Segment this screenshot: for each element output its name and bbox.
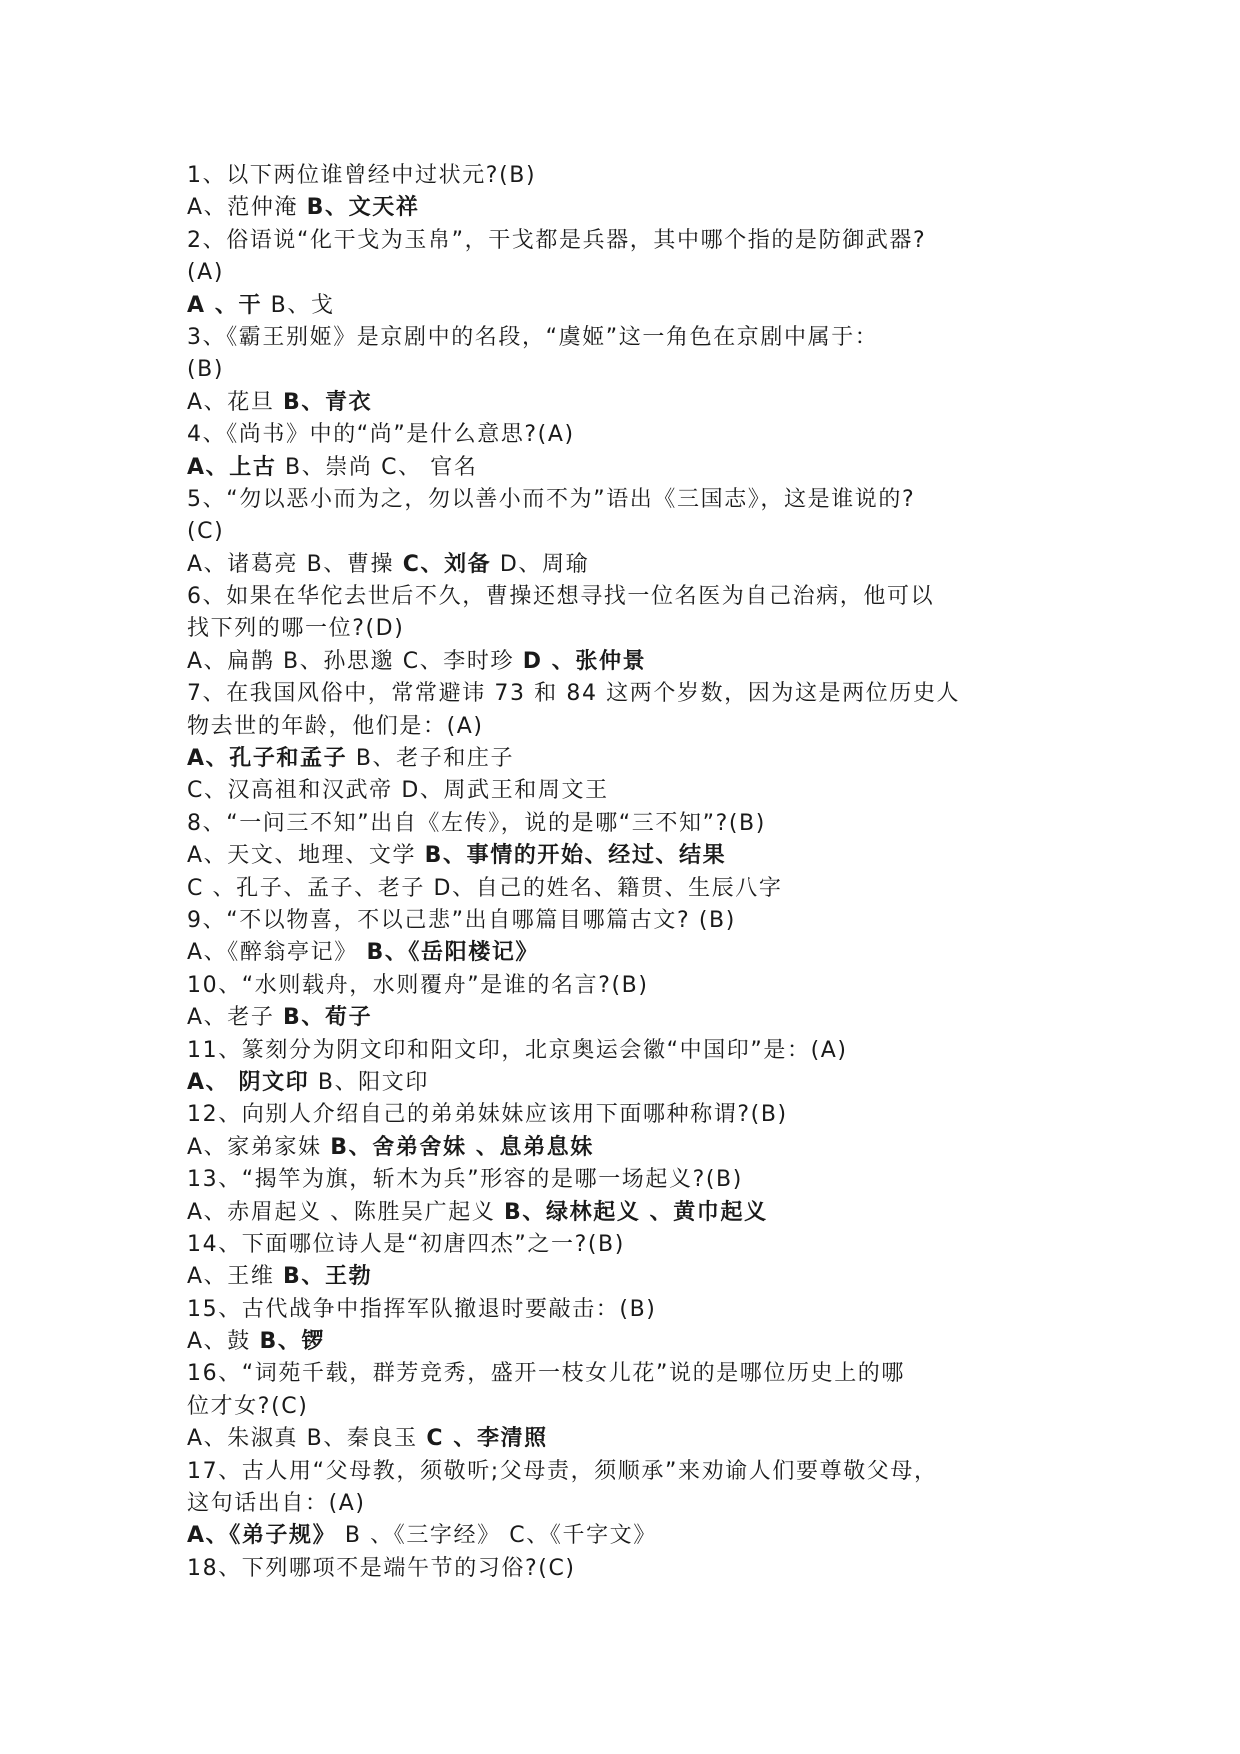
- text-line: [187, 1488, 1067, 1520]
- text-segment: A、朱淑真 B、秦良玉: [187, 1426, 427, 1452]
- text-segment: 5、“勿以恶小而为之，勿以善小而不为”语出《三国志》，这是谁说的?: [187, 486, 916, 512]
- text-segment: 3、《霸王别姬》是京剧中的名段，“虞姬”这一角色在京剧中属于：: [187, 324, 879, 350]
- answer-text: A、《弟子规》: [187, 1523, 337, 1549]
- text-segment: (C): [187, 519, 225, 545]
- text-segment: 18、下列哪项不是端午节的习俗?(C): [187, 1555, 576, 1581]
- text-segment: A、赤眉起义 、陈胜吴广起义: [187, 1199, 505, 1225]
- text-segment: A、王维: [187, 1264, 284, 1290]
- text-segment: 13、“揭竿为旗，斩木为兵”形容的是哪一场起义?(B): [187, 1167, 743, 1193]
- answer-text: A 、干: [187, 292, 263, 318]
- text-segment: C、汉高祖和汉武帝 D、周武王和周文王: [187, 778, 609, 804]
- text-line: [187, 225, 1067, 257]
- text-line: [187, 387, 1067, 419]
- text-line: [187, 1229, 1067, 1261]
- text-line: [187, 646, 1067, 678]
- text-line: [187, 1358, 1067, 1390]
- answer-text: B、绿林起义 、黄巾起义: [504, 1199, 768, 1225]
- text-line: [187, 290, 1067, 322]
- answer-text: C、刘备: [402, 551, 492, 577]
- text-line: [187, 613, 1067, 645]
- text-line: [187, 1197, 1067, 1229]
- text-line: [187, 808, 1067, 840]
- answer-text: B、青衣: [283, 389, 373, 415]
- text-line: [187, 905, 1067, 937]
- text-segment: 位才女?(C): [187, 1393, 309, 1419]
- text-segment: A、天文、地理、文学: [187, 843, 425, 869]
- text-line: [187, 257, 1067, 289]
- text-segment: A、范仲淹: [187, 195, 307, 221]
- text-line: [187, 516, 1067, 548]
- answer-text: A、上古: [187, 454, 277, 480]
- text-line: [187, 970, 1067, 1002]
- text-segment: B、老子和庄子: [347, 746, 515, 772]
- text-line: [187, 419, 1067, 451]
- text-segment: 2、俗语说“化干戈为玉帛”，干戈都是兵器，其中哪个指的是防御武器?: [187, 227, 927, 253]
- text-segment: A、花旦: [187, 389, 284, 415]
- text-segment: B、崇尚 C、 官名: [276, 454, 478, 480]
- text-line: [187, 354, 1067, 386]
- text-segment: A、扁鹊 B、孙思邈 C、李时珍: [187, 648, 523, 674]
- text-segment: 15、古代战争中指挥军队撤退时要敲击：(B): [187, 1296, 657, 1322]
- text-line: [187, 1456, 1067, 1488]
- text-segment: A、《醉翁亭记》: [187, 940, 367, 966]
- text-line: [187, 581, 1067, 613]
- answer-text: B、《岳阳楼记》: [366, 940, 540, 966]
- text-line: [187, 160, 1067, 192]
- text-line: [187, 937, 1067, 969]
- text-line: [187, 192, 1067, 224]
- text-line: [187, 1391, 1067, 1423]
- answer-text: A、孔子和孟子: [187, 746, 348, 772]
- text-line: [187, 743, 1067, 775]
- answer-text: D 、张仲景: [522, 648, 647, 674]
- answer-text: B、锣: [259, 1329, 326, 1355]
- text-segment: C 、孔子、孟子、老子 D、自己的姓名、籍贯、生辰八字: [187, 875, 783, 901]
- text-segment: A、诸葛亮 B、曹操: [187, 551, 403, 577]
- text-segment: 9、“不以物喜，不以己悲”出自哪篇目哪篇古文? (B): [187, 907, 736, 933]
- text-line: [187, 1520, 1067, 1552]
- text-segment: 7、在我国风俗中，常常避讳 73 和 84 这两个岁数，因为这是两位历史人: [187, 681, 961, 707]
- text-segment: 6、如果在华佗去世后不久，曹操还想寻找一位名医为自己治病，他可以: [187, 584, 935, 610]
- text-segment: 4、《尚书》中的“尚”是什么意思?(A): [187, 422, 575, 448]
- answer-text: A、 阴文印: [187, 1069, 310, 1095]
- answer-text: B、文天祥: [306, 195, 420, 221]
- text-line: [187, 452, 1067, 484]
- answer-text: B、舍弟舍妹 、息弟息妹: [330, 1134, 594, 1160]
- text-line: [187, 1326, 1067, 1358]
- text-segment: 物去世的年龄，他们是：(A): [187, 713, 484, 739]
- text-line: [187, 1132, 1067, 1164]
- text-line: [187, 1294, 1067, 1326]
- answer-text: B、王勃: [283, 1264, 373, 1290]
- text-segment: D、周瑜: [491, 551, 590, 577]
- text-segment: (A): [187, 260, 225, 286]
- text-segment: B、阳文印: [309, 1069, 429, 1095]
- text-line: [187, 775, 1067, 807]
- text-segment: (B): [187, 357, 225, 383]
- text-line: [187, 678, 1067, 710]
- text-segment: 这句话出自：(A): [187, 1491, 366, 1517]
- text-line: [187, 711, 1067, 743]
- text-line: [187, 1035, 1067, 1067]
- quiz-text-body: [187, 160, 1067, 1585]
- text-segment: 10、“水则载舟，水则覆舟”是谁的名言?(B): [187, 972, 649, 998]
- text-line: [187, 1261, 1067, 1293]
- text-line: [187, 1099, 1067, 1131]
- text-line: [187, 322, 1067, 354]
- text-line: [187, 1553, 1067, 1585]
- text-segment: A、老子: [187, 1005, 284, 1031]
- text-line: [187, 549, 1067, 581]
- text-segment: 17、古人用“父母教，须敬听;父母责，须顺承”来劝谕人们要尊敬父母，: [187, 1458, 938, 1484]
- text-segment: A、鼓: [187, 1329, 260, 1355]
- text-segment: 11、篆刻分为阴文印和阳文印，北京奥运会徽“中国印”是：(A): [187, 1037, 848, 1063]
- text-segment: 12、向别人介绍自己的弟弟妹妹应该用下面哪种称谓?(B): [187, 1102, 788, 1128]
- text-segment: 找下列的哪一位?(D): [187, 616, 405, 642]
- text-line: [187, 1164, 1067, 1196]
- text-segment: A、家弟家妹: [187, 1134, 331, 1160]
- text-line: [187, 484, 1067, 516]
- answer-text: B、荀子: [283, 1005, 373, 1031]
- text-line: [187, 873, 1067, 905]
- text-line: [187, 1002, 1067, 1034]
- text-segment: 1、以下两位谁曾经中过状元?(B): [187, 163, 537, 188]
- text-segment: 14、下面哪位诗人是“初唐四杰”之一?(B): [187, 1231, 625, 1257]
- text-line: [187, 1423, 1067, 1455]
- answer-text: C 、李清照: [426, 1426, 548, 1452]
- text-segment: B 、《三字经》 C、《千字文》: [336, 1523, 657, 1549]
- text-segment: B、戈: [262, 292, 335, 318]
- text-segment: 16、“词苑千载，群芳竞秀，盛开一枝女儿花”说的是哪位历史上的哪: [187, 1361, 905, 1387]
- text-line: [187, 840, 1067, 872]
- text-line: [187, 1067, 1067, 1099]
- answer-text: B、事情的开始、经过、结果: [424, 843, 727, 869]
- text-segment: 8、“一问三不知”出自《左传》，说的是哪“三不知”?(B): [187, 810, 766, 836]
